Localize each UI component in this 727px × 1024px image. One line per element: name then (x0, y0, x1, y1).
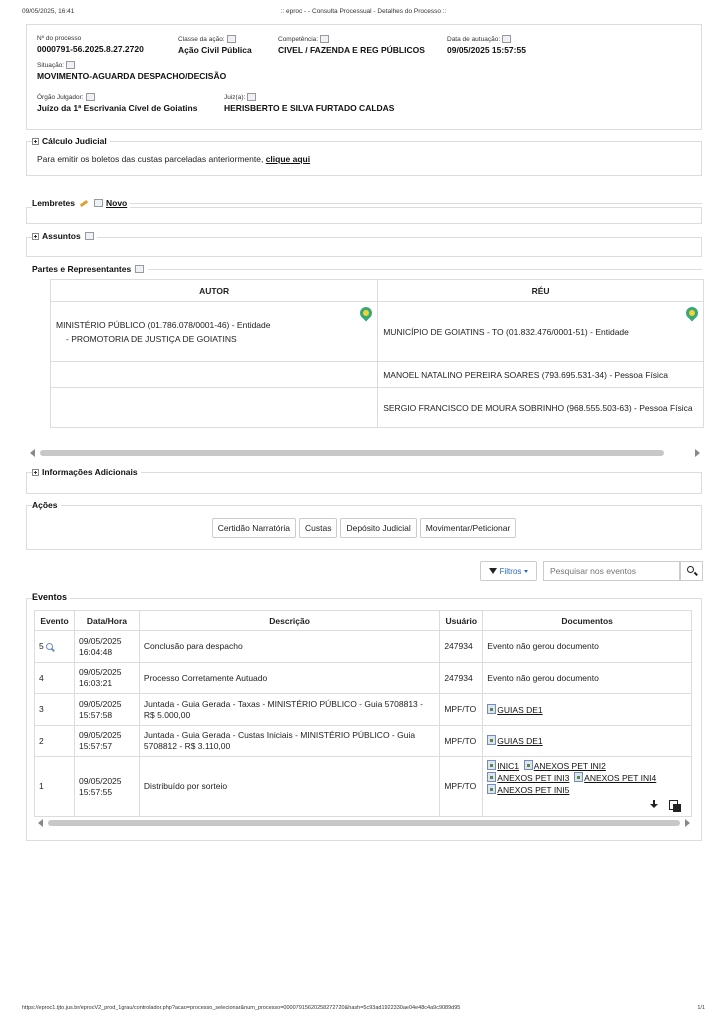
filter-icon (489, 568, 497, 574)
magnifier-icon[interactable] (46, 643, 53, 650)
field-juiz (224, 93, 394, 113)
partes-title (32, 264, 147, 274)
acoes-box (26, 505, 702, 550)
deposito-judicial-button[interactable]: Depósito Judicial (340, 518, 416, 538)
lembretes-box (26, 207, 702, 224)
certidao-narratoria-button[interactable]: Certidão Narratória (212, 518, 296, 538)
info-icon[interactable] (85, 232, 94, 240)
document-icon (524, 760, 533, 770)
descricao-cell: Distribuído por sorteio (139, 757, 439, 817)
usuario-cell: 247934 (440, 631, 483, 663)
lembretes-title (32, 198, 130, 208)
data-cell (74, 694, 139, 726)
info-icon[interactable] (247, 93, 256, 101)
event-time: 15:57:58 (78, 709, 113, 720)
info-icon[interactable] (135, 265, 144, 273)
info-icon[interactable] (502, 35, 511, 43)
page-url: https://eproc1.tjto.jus.br/eprocV2_prod_1grau/controlador.php?acao=processo_selecionar&num_processo=00007915620258272720&hash=5c93ad1922330ae04e48c4a9c9089d95 (22, 1005, 461, 1011)
scroll-thumb[interactable] (40, 450, 664, 456)
event-date: 09/05/2025 (78, 698, 122, 709)
autor-cell-empty (51, 362, 378, 388)
documentos-cell (483, 757, 692, 817)
table-row (35, 663, 692, 694)
documentos-cell (483, 726, 692, 757)
page-number: 1/1 (697, 1005, 705, 1011)
data-value: 09/05/2025 15:57:55 (447, 45, 526, 55)
orgao-value: Juízo da 1ª Escrivania Cível de Goiatins (37, 103, 198, 113)
scroll-left-icon[interactable] (30, 449, 35, 457)
document-link[interactable]: ANEXOS PET INI3 (497, 772, 570, 783)
evento-number: 5 (39, 641, 44, 652)
evento-cell (35, 631, 75, 663)
expand-icon[interactable] (32, 469, 39, 476)
lembretes-title-label: Lembretes (32, 198, 75, 208)
location-pin-icon[interactable] (684, 305, 701, 322)
field-classe (178, 35, 252, 55)
classe-label: Classe da ação: (178, 35, 225, 43)
document-icon (574, 772, 583, 782)
info-icon[interactable] (86, 93, 95, 101)
orgao-label: Órgão Julgador: (37, 93, 84, 101)
search-events-input[interactable] (543, 561, 680, 581)
calculo-text: Para emitir os boletos das custas parceladas anteriormente, (37, 154, 264, 164)
info-icon[interactable] (66, 61, 75, 69)
filtros-label: Filtros (499, 566, 522, 576)
data-cell (74, 757, 139, 817)
situacao-label: Situação: (37, 61, 65, 69)
evento-cell: 4 (35, 663, 75, 694)
autor-name: MINISTÉRIO PÚBLICO (01.786.078/0001-46) - Entidade (56, 319, 271, 330)
descricao-cell: Conclusão para despacho (139, 631, 439, 663)
data-label: Data de autuação: (447, 35, 501, 43)
scroll-right-icon[interactable] (685, 819, 690, 827)
classe-value: Ação Civil Pública (178, 45, 252, 55)
field-data-autuacao (447, 35, 526, 55)
document-link[interactable]: INIC1 (497, 761, 520, 771)
document-icon (487, 784, 496, 794)
event-date: 09/05/2025 (78, 635, 122, 646)
assuntos-title[interactable] (32, 231, 97, 241)
usuario-cell: MPF/TO (440, 757, 483, 817)
table-row (35, 726, 692, 757)
eventos-title-label: Eventos (32, 592, 68, 602)
download-icon[interactable] (649, 800, 659, 810)
autor-representante: - PROMOTORIA DE JUSTIÇA DE GOIATINS (66, 333, 237, 344)
assuntos-title-label: Assuntos (42, 231, 81, 241)
document-link[interactable]: ANEXOS PET INI2 (533, 761, 606, 771)
col-usuario: Usuário (440, 611, 483, 631)
data-cell (74, 726, 139, 757)
reu-cell (378, 302, 704, 362)
field-orgao (37, 93, 197, 113)
table-row (35, 757, 692, 817)
expand-icon[interactable] (32, 138, 39, 145)
document-link[interactable]: ANEXOS PET INI5 (497, 784, 570, 795)
competencia-label: Competência: (278, 35, 319, 43)
table-row (35, 631, 692, 663)
novo-lembrete-link[interactable]: Novo (106, 198, 128, 208)
info-icon[interactable] (320, 35, 329, 43)
horizontal-scrollbar[interactable] (38, 819, 690, 827)
informacoes-title-label: Informações Adicionais (42, 467, 138, 477)
field-situacao (37, 61, 226, 81)
partes-table (50, 279, 704, 428)
print-page-title: :: eproc - - Consulta Processual - Detalhes do Processo :: (280, 8, 447, 15)
informacoes-title[interactable] (32, 467, 141, 477)
situacao-value: MOVIMENTO-AGUARDA DESPACHO/DECISÃO (37, 71, 227, 81)
partes-title-label: Partes e Representantes (32, 264, 132, 274)
evento-cell: 3 (35, 694, 75, 726)
descricao-cell: Processo Corretamente Autuado (139, 663, 439, 694)
event-time: 15:57:55 (78, 786, 113, 797)
document-link[interactable]: GUIAS DE1 (497, 736, 543, 747)
numero-value: 0000791-56.2025.8.27.2720 (37, 44, 144, 54)
reu-name: SERGIO FRANCISCO DE MOURA SOBRINHO (968.555.503-63) - Pessoa Física (383, 402, 693, 413)
field-numero (37, 35, 144, 54)
table-row (35, 694, 692, 726)
data-cell (74, 663, 139, 694)
col-data-hora: Data/Hora (74, 611, 139, 631)
reu-name: MUNICÍPIO DE GOIATINS - TO (01.832.476/0001-51) - Entidade (383, 326, 629, 337)
process-header-box (26, 24, 702, 130)
descricao-cell: Juntada - Guia Gerada - Custas Iniciais - MINISTÉRIO PÚBLICO - Guia 5708812 - R$ 3.110,00 (139, 726, 439, 757)
calculo-title[interactable] (32, 136, 110, 146)
scroll-left-icon[interactable] (38, 819, 43, 827)
evento-cell: 2 (35, 726, 75, 757)
autor-cell (51, 302, 378, 362)
copy-icon[interactable] (669, 800, 681, 812)
autor-cell-empty (51, 388, 378, 428)
movimentar-peticionar-button[interactable]: Movimentar/Peticionar (420, 518, 517, 538)
evento-cell: 1 (35, 757, 75, 817)
event-date: 09/05/2025 (78, 775, 122, 786)
custas-button[interactable]: Custas (299, 518, 337, 538)
horizontal-scrollbar[interactable] (30, 449, 700, 457)
col-evento: Evento (35, 611, 75, 631)
expand-icon[interactable] (32, 233, 39, 240)
usuario-cell: MPF/TO (440, 694, 483, 726)
competencia-value: CIVEL / FAZENDA E REG PÚBLICOS (278, 45, 425, 55)
acoes-title (32, 500, 61, 510)
divider (26, 598, 702, 599)
search-button[interactable] (680, 561, 703, 581)
info-icon[interactable] (227, 35, 236, 43)
juiz-value: HERISBERTO E SILVA FURTADO CALDAS (224, 103, 395, 113)
calculo-title-label: Cálculo Judicial (42, 136, 107, 146)
divider (124, 203, 702, 204)
usuario-cell: 247934 (440, 663, 483, 694)
field-competencia (278, 35, 425, 55)
reu-cell (378, 362, 704, 388)
document-link[interactable]: GUIAS DE1 (497, 704, 543, 715)
reu-name: MANOEL NATALINO PEREIRA SOARES (793.695.531-34) - Pessoa Física (383, 369, 668, 380)
acoes-button-row (27, 518, 701, 538)
pencil-icon[interactable] (80, 199, 88, 206)
juiz-label: Juiz(a): (224, 93, 246, 101)
document-icon (487, 760, 496, 770)
scroll-thumb[interactable] (48, 820, 680, 826)
reu-cell (378, 388, 704, 428)
event-time: 15:57:57 (78, 741, 113, 751)
scroll-right-icon[interactable] (695, 449, 700, 457)
acoes-title-label: Ações (32, 500, 58, 510)
caret-down-icon (524, 570, 528, 573)
descricao-cell: Juntada - Guia Gerada - Taxas - MINISTÉRIO PÚBLICO - Guia 5708813 - R$ 5.000,00 (139, 694, 439, 726)
calculo-box (26, 141, 702, 176)
divider (148, 269, 702, 270)
numero-label: Nº do processo (37, 35, 82, 42)
autor-header: AUTOR (51, 280, 378, 302)
event-date: 09/05/2025 (78, 730, 122, 741)
reu-header: RÉU (378, 280, 704, 302)
print-timestamp: 09/05/2025, 16:41 (22, 8, 75, 15)
document-link[interactable]: ANEXOS PET INI4 (584, 772, 657, 783)
col-descricao: Descrição (139, 611, 439, 631)
eventos-table (34, 610, 692, 817)
documentos-cell: Evento não gerou documento (483, 663, 692, 694)
filtros-button[interactable] (480, 561, 537, 581)
data-cell (74, 631, 139, 663)
event-time: 16:04:48 (78, 646, 113, 657)
search-icon (687, 566, 694, 573)
documentos-cell: Evento não gerou documento (483, 631, 692, 663)
usuario-cell: MPF/TO (440, 726, 483, 757)
new-note-icon[interactable] (94, 199, 103, 207)
document-icon (487, 772, 496, 782)
eventos-title (32, 592, 70, 602)
event-date: 09/05/2025 (78, 667, 122, 678)
documentos-cell (483, 694, 692, 726)
col-documentos: Documentos (483, 611, 692, 631)
clique-aqui-link[interactable]: clique aqui (265, 154, 311, 164)
document-icon (487, 704, 496, 714)
event-time: 16:03:21 (78, 678, 113, 688)
calculo-text-row (37, 154, 310, 164)
assuntos-box (26, 237, 702, 257)
document-icon (487, 735, 496, 745)
